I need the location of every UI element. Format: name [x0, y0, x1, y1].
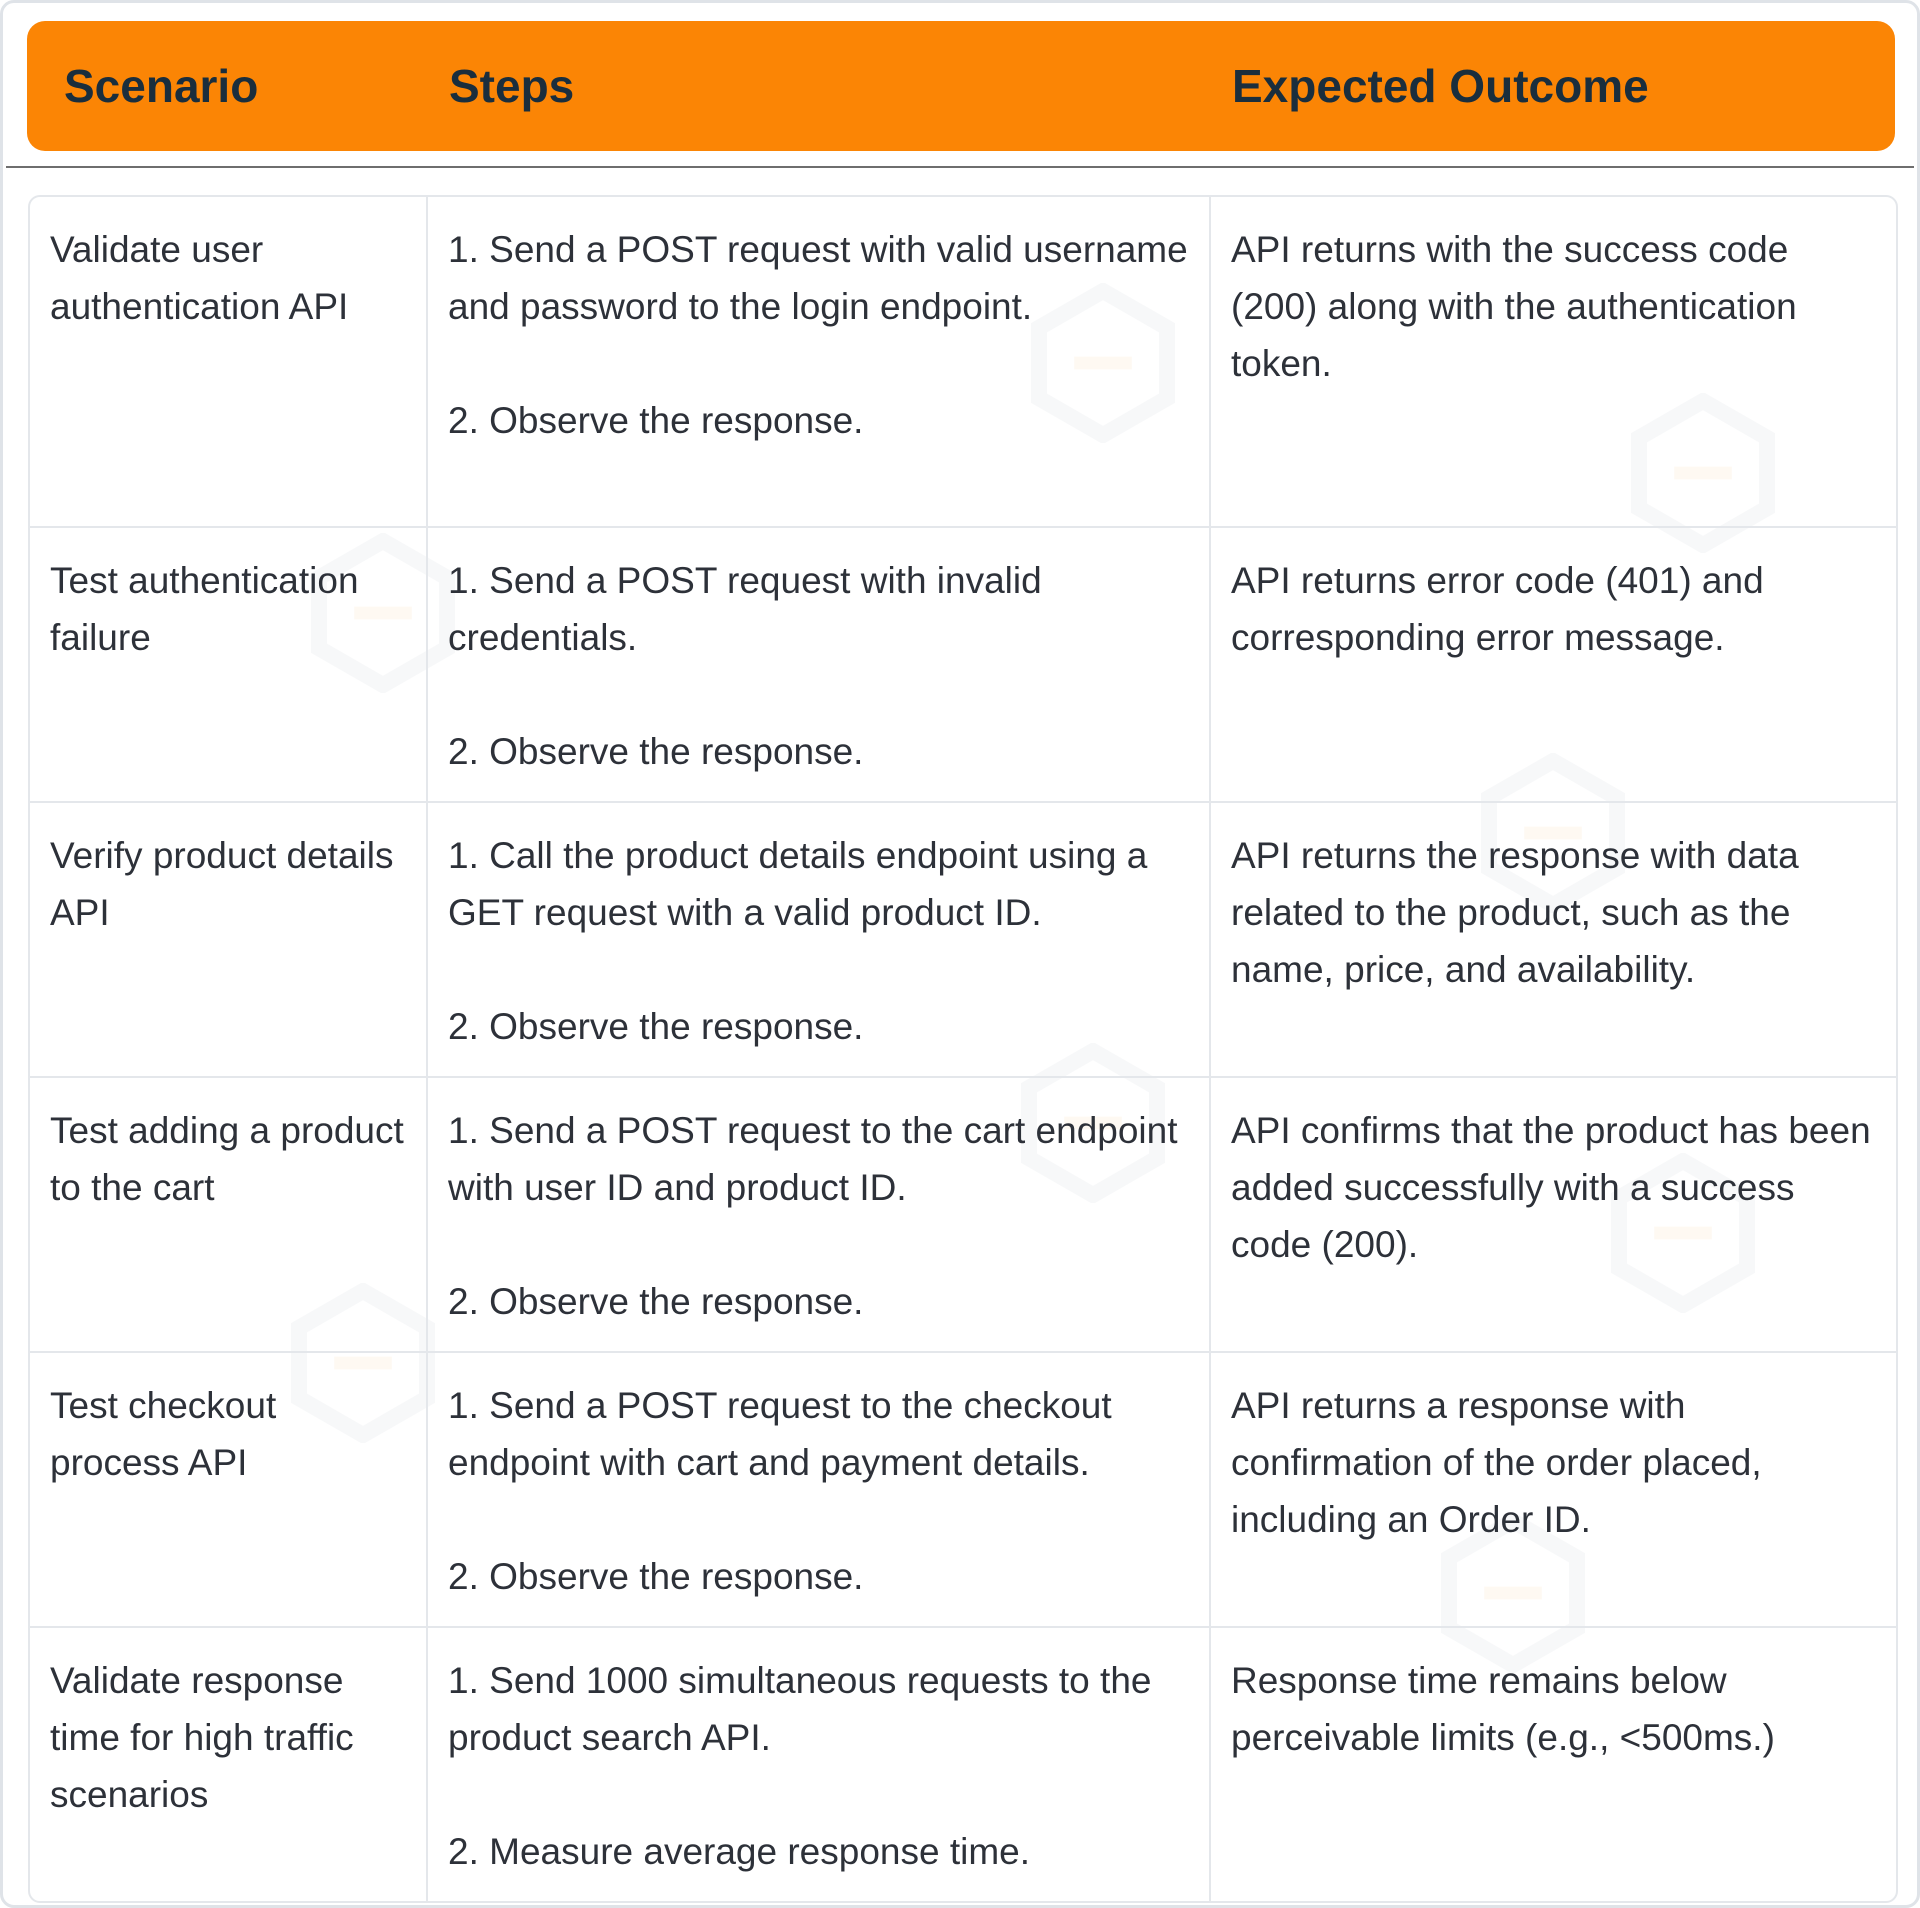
step-2: 2. Observe the response.: [448, 1281, 864, 1322]
steps-cell: [428, 528, 1211, 801]
outcome-cell: Response time remains below perceivable limits (e.g., <500ms.): [1231, 1660, 1775, 1758]
outcome-cell: API returns a response with confirmation of the order placed, including an Order ID.: [1231, 1385, 1762, 1540]
step-2: 2. Observe the response.: [448, 731, 864, 772]
outcome-cell: API returns error code (401) and corresponding error message.: [1231, 560, 1764, 658]
steps-cell: [428, 803, 1211, 1076]
table-row: [30, 1626, 1896, 1901]
steps-cell: [428, 197, 1211, 526]
step-1: 1. Send a POST request to the cart endpoint with user ID and product ID.: [448, 1110, 1178, 1208]
step-1: 1. Call the product details endpoint using a GET request with a valid product ID.: [448, 835, 1148, 933]
outcome-cell: API returns the response with data related to the product, such as the name, price, and availability.: [1231, 835, 1799, 990]
scenario-cell: Test authentication failure: [30, 528, 428, 801]
outcome-cell: API confirms that the product has been added successfully with a success code (200).: [1231, 1110, 1871, 1265]
step-2: 2. Observe the response.: [448, 1556, 864, 1597]
step-2: 2. Measure average response time.: [448, 1831, 1031, 1872]
scenario-cell: Validate response time for high traffic scenarios: [30, 1628, 428, 1901]
scenario-cell: Test checkout process API: [30, 1353, 428, 1626]
table-row: [30, 801, 1896, 1076]
steps-cell: [428, 1628, 1211, 1901]
step-1: 1. Send a POST request to the checkout endpoint with cart and payment details.: [448, 1385, 1112, 1483]
step-2: 2. Observe the response.: [448, 400, 864, 441]
test-scenarios-table: [28, 195, 1898, 1903]
steps-cell: [428, 1353, 1211, 1626]
outcome-cell: API returns with the success code (200) along with the authentication token.: [1231, 229, 1797, 384]
header-steps: Steps: [449, 60, 575, 112]
table-row: [30, 1076, 1896, 1351]
scenario-cell: Verify product details API: [30, 803, 428, 1076]
step-1: 1. Send a POST request with invalid credentials.: [448, 560, 1042, 658]
header-divider: [6, 166, 1914, 168]
table-row: [30, 1351, 1896, 1626]
header-scenario: Scenario: [64, 60, 259, 112]
step-1: 1. Send a POST request with valid username and password to the login endpoint.: [448, 229, 1188, 327]
table-row: [30, 526, 1896, 801]
header-expected-outcome: Expected Outcome: [1232, 60, 1649, 112]
table-header: [27, 21, 1895, 151]
steps-cell: [428, 1078, 1211, 1351]
scenario-cell: Validate user authentication API: [30, 197, 428, 526]
step-1: 1. Send 1000 simultaneous requests to the product search API.: [448, 1660, 1152, 1758]
table-row: [30, 197, 1896, 526]
step-2: 2. Observe the response.: [448, 1006, 864, 1047]
scenario-cell: Test adding a product to the cart: [30, 1078, 428, 1351]
